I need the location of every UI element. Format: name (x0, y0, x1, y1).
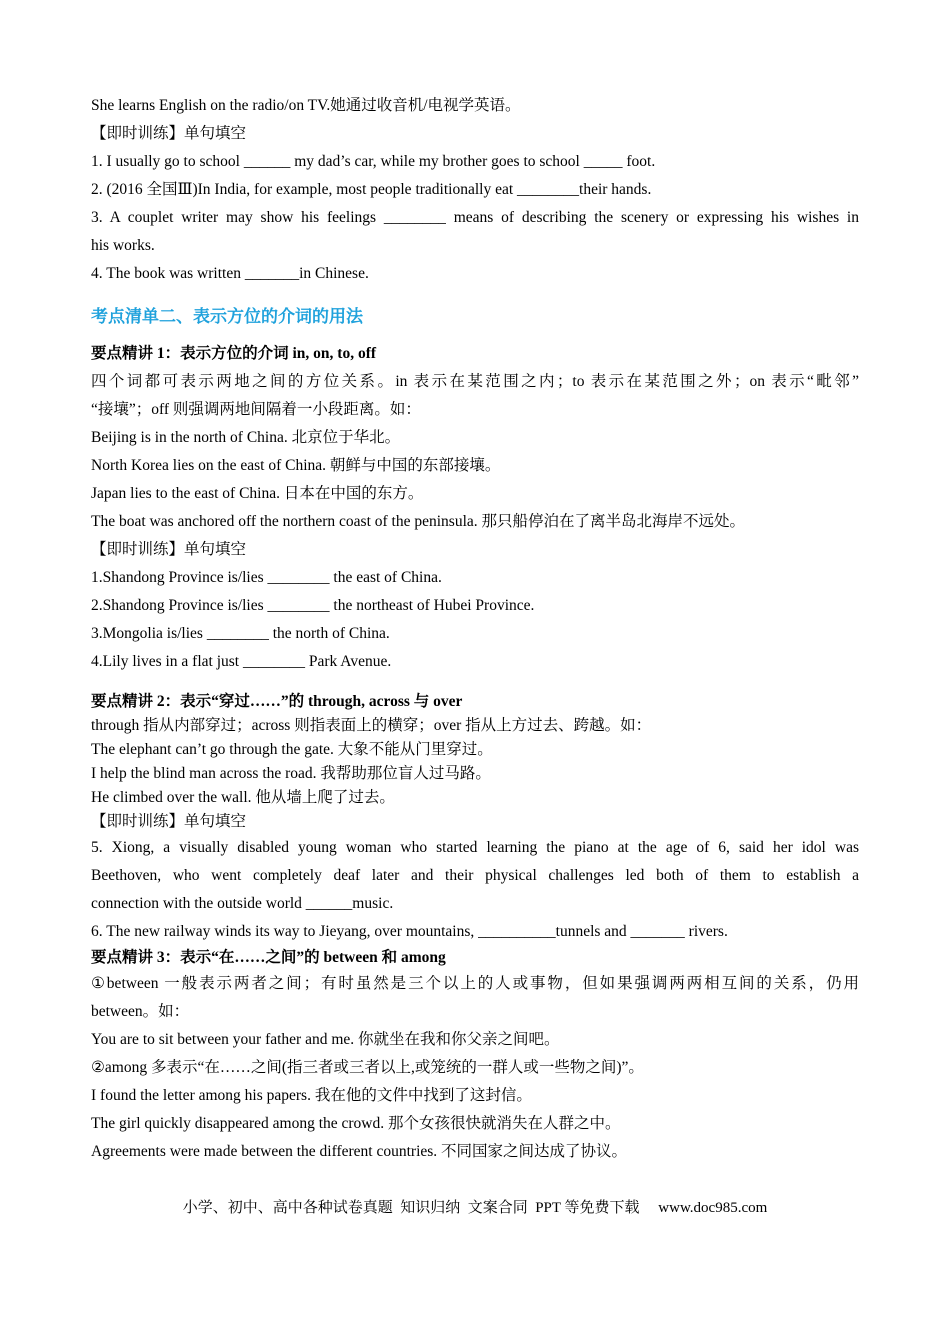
exercise-line: 1. I usually go to school ______ my dad’s car, while my brother goes to school _____ foot. (91, 153, 656, 170)
point-intro: 四个词都可表示两地之间的方位关系。in 表示在某范围之内；to 表示在某范围之外；on 表示“毗邻” (91, 373, 860, 390)
document-page (91, 92, 859, 1166)
example-line: I help the blind man across the road. 我帮助那位盲人过马路。 (91, 765, 491, 782)
example-line: The boat was anchored off the northern coast of the peninsula. 那只船停泊在了离半岛北海岸不远处。 (91, 513, 746, 530)
point-intro: through 指从内部穿过；across 则指表面上的横穿；over 指从上方过去、跨越。如： (91, 717, 652, 734)
training-label: 【即时训练】单句填空 (91, 813, 247, 830)
rule-line: ①between 一般表示两者之间；有时虽然是三个以上的人或事物，但如果强调两两相互间的关系，仍用 (91, 975, 859, 992)
rule-line: ②among 多表示“在……之间(指三者或三者以上,或笼统的一群人或一些物之间)”。 (91, 1059, 644, 1076)
training-label: 【即时训练】单句填空 (91, 125, 247, 142)
page-footer: 小学、初中、高中各种试卷真题 知识归纳 文案合同 PPT 等免费下载 www.doc985.com (182, 1200, 768, 1216)
example-line: He climbed over the wall. 他从墙上爬了过去。 (91, 789, 395, 806)
example-line: Beijing is in the north of China. 北京位于华北。 (91, 429, 401, 446)
example-line: North Korea lies on the east of China. 朝鲜与中国的东部接壤。 (91, 457, 501, 474)
exercise-line: 3. A couplet writer may show his feelings ________ means of describing the scenery or expressing his wishes in (91, 209, 859, 226)
exercise-line: 1.Shandong Province is/lies ________ the east of China. (91, 569, 442, 586)
example-line: She learns English on the radio/on TV.她通过收音机/电视学英语。 (91, 97, 521, 114)
example-line: Japan lies to the east of China. 日本在中国的东方。 (91, 485, 424, 502)
exercise-line: 2. (2016 全国Ⅲ)In India, for example, most people traditionally eat ________their hands. (91, 181, 652, 198)
point-heading: 要点精讲 1：表示方位的介词 in, on, to, off (91, 345, 377, 362)
exercise-line-continued: his works. (91, 237, 155, 254)
point-heading: 要点精讲 2：表示“穿过……”的 through, across 与 over (91, 693, 463, 710)
example-line: The girl quickly disappeared among the crowd. 那个女孩很快就消失在人群之中。 (91, 1115, 621, 1132)
training-label: 【即时训练】单句填空 (91, 541, 247, 558)
exercise-line-continued: connection with the outside world ______music. (91, 895, 394, 912)
exercise-line: 3.Mongolia is/lies ________ the north of China. (91, 625, 390, 642)
exercise-line: 4.Lily lives in a flat just ________ Park Avenue. (91, 653, 392, 670)
exercise-line: 6. The new railway winds its way to Jieyang, over mountains, __________tunnels and _______ rivers. (91, 923, 728, 940)
example-line: Agreements were made between the different countries. 不同国家之间达成了协议。 (91, 1143, 628, 1160)
exercise-line: 2.Shandong Province is/lies ________ the northeast of Hubei Province. (91, 597, 535, 614)
section-title: 考点清单二、表示方位的介词的用法 (91, 307, 363, 327)
exercise-line: 4. The book was written _______in Chinese. (91, 265, 369, 282)
example-line: I found the letter among his papers. 我在他的文件中找到了这封信。 (91, 1087, 532, 1104)
example-line: The elephant can’t go through the gate. 大象不能从门里穿过。 (91, 741, 493, 758)
exercise-line: 5. Xiong, a visually disabled young woman who started learning the piano at the age of 6, said her idol was (91, 839, 859, 856)
point-intro-continued: “接壤”；off 则强调两地间隔着一小段距离。如： (91, 401, 421, 418)
exercise-line-continued: Beethoven, who went completely deaf later and their physical challenges led both of them to establish a (91, 867, 859, 884)
point-heading: 要点精讲 3：表示“在……之间”的 between 和 among (91, 949, 446, 966)
example-line: You are to sit between your father and me. 你就坐在我和你父亲之间吧。 (91, 1031, 560, 1048)
rule-line-continued: between。如： (91, 1003, 190, 1020)
